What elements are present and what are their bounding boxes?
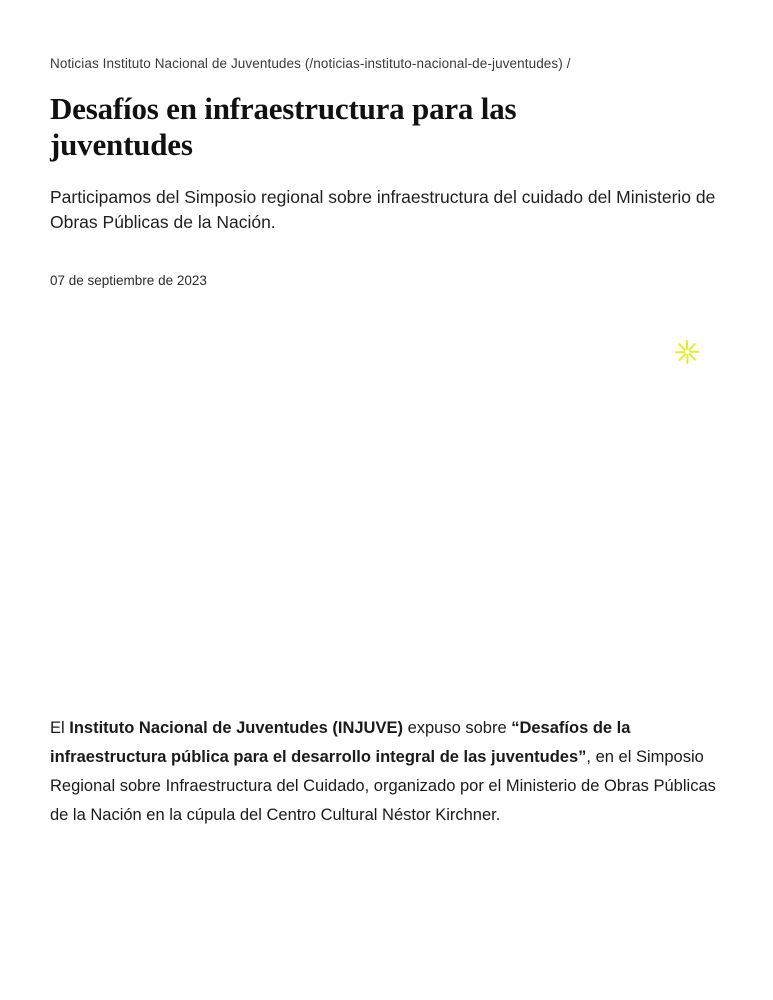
breadcrumb-link-noticias[interactable]: Noticias Instituto Nacional de Juventudes (/noticias-instituto-nacional-de-juventudes) bbox=[50, 56, 563, 71]
article-body-text-3: , en el Simposio Regional sobre Infraestructura del Cuidado, organizado por el Ministerio de Obras Públicas de la Nación en la cúpula del Centro Cultural Néstor Kirchner. bbox=[50, 748, 716, 824]
article-date: 07 de septiembre de 2023 bbox=[50, 273, 207, 288]
article-body-text-1: El bbox=[50, 719, 70, 737]
article-media-placeholder bbox=[50, 320, 723, 710]
article-body bbox=[50, 714, 723, 830]
loading-spinner-icon bbox=[673, 338, 701, 366]
page-title: Desafíos en infraestructura para las juventudes bbox=[50, 91, 517, 162]
breadcrumb bbox=[50, 0, 723, 73]
breadcrumb-separator: / bbox=[566, 56, 571, 71]
article-body-text-2: expuso sobre bbox=[402, 719, 512, 737]
article-body-strong-1: Instituto Nacional de Juventudes (INJUVE) bbox=[69, 719, 403, 737]
article-summary: Participamos del Simposio regional sobre infraestructura del cuidado del Ministerio de Obras Públicas de la Nación. bbox=[50, 187, 716, 232]
article-body-strong-2: “Desafíos de la infraestructura pública para el desarrollo integral de las juventudes” bbox=[50, 719, 631, 766]
